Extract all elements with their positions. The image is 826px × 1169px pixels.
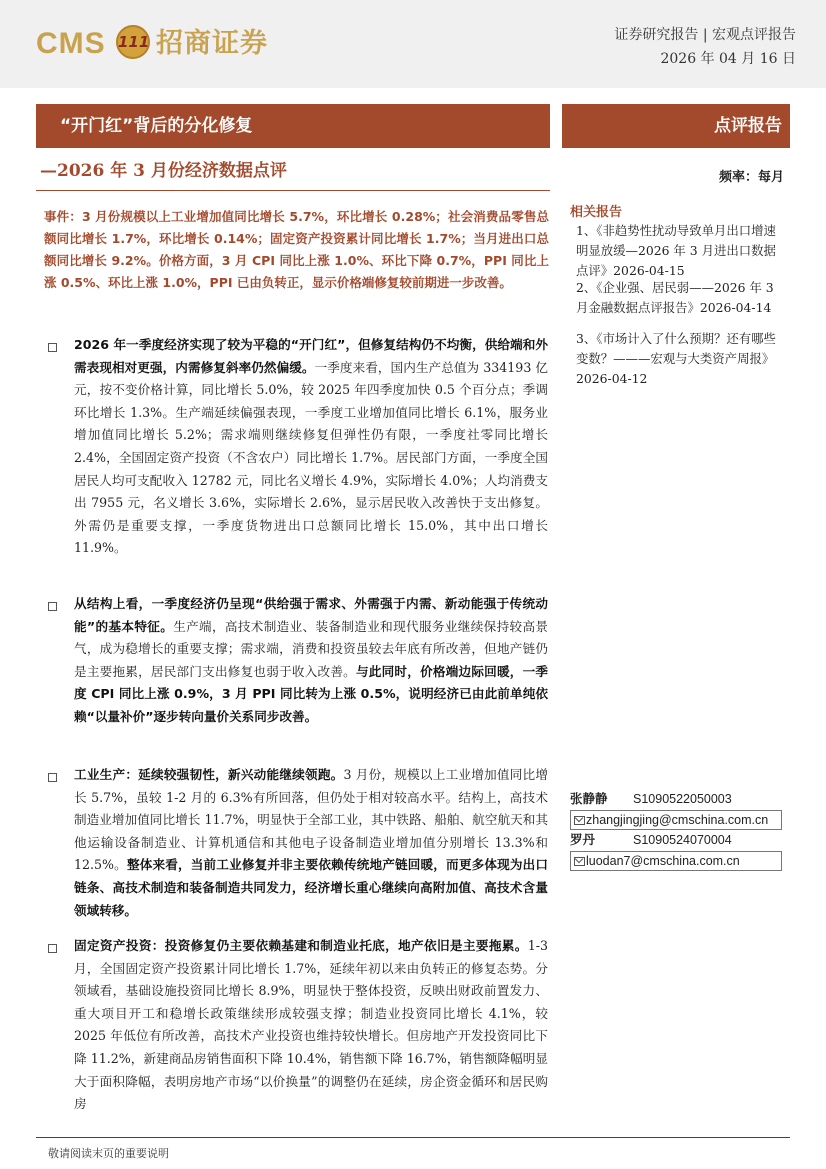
related-report-link[interactable]: 3、《市场计入了什么预期？还有哪些变数？———宏观与大类资产周报》2026-04-12: [576, 331, 776, 386]
bullet-square-icon: [48, 773, 57, 782]
author-name: 罗丹: [570, 832, 596, 847]
frequency-label: 频率：每月: [718, 170, 784, 185]
bullet-paragraph: [74, 334, 548, 560]
related-reports-title: 相关报告: [570, 205, 623, 220]
footer-rule: [36, 1137, 790, 1138]
bullet-paragraph: [74, 935, 548, 1116]
bullet-body: 3 月份，规模以上工业增加值同比增长 5.7%，虽较 1-2 月的 6.3%有所回落，但仍处于相对较高水平。结构上，高技术制造业增加值同比增长 11.7%，明显快于全部工业，其中铁路、船舶、航空航天和其他运输设备制造业、计算机通信和其他电子设备制造业增加值分别增长 13.3%和 12.5%。: [74, 767, 548, 873]
mail-icon: [574, 857, 585, 866]
bullet-tail: 与此同时，价格端边际回暖，一季度 CPI 同比上涨 0.9%，3 月 PPI 同比转为上涨 0.5%，说明经济已由此前单纯依赖“以量补价”逐步转向量价关系同步改善。: [74, 663, 549, 724]
bullet-body: 生产端，高技术制造业、装备制造业和现代服务业继续保持较高景气，成为稳增长的重要支撑；需求端，消费和投资虽较去年底有所改善，但地产链仍是主要拖累，居民部门支出修复也弱于收入改善。: [74, 618, 549, 679]
logo-text: CMS: [36, 27, 106, 60]
bullet-tail: 整体来看，当前工业修复并非主要依赖传统地产链回暖，而更多体现为出口链条、高技术制造和装备制造共同发力，经济增长重心继续向高附加值、高技术含量领域转移。: [74, 857, 549, 918]
bullet-lead: 工业生产：延续较强韧性，新兴动能继续领跑。: [74, 767, 344, 782]
bullet-body: 一季度来看，国内生产总值为 334193 亿元，按不变价格计算，同比增长 5.0%，较 2025 年四季度加快 0.5 个百分点；季调环比增长 1.3%。生产端延续偏强表现，一季度工业增加值同比增长 6.1%，服务业增加值同比增长 5.2%；需求端则继续修复但弹性仍有限，一季度社零同比增长 2.4%，全国固定资产投资（不含农户）同比增长 1.7%。居民部门方面，一季度全国居民人均可支配收入 12782 元，同比名义增长 4.9%，实际增长 4.0%；人均消费支出 7955 元，名义增长 3.6%，实际增长 2.6%，显示居民收入改善快于支出修复。外需仍是重要支撑，一季度货物进出口总额同比增长 15.0%，其中出口增长 11.9%。: [74, 359, 548, 556]
author-cert: S1090524070004: [633, 833, 732, 847]
author-row: [570, 789, 732, 809]
report-tag: 点评报告: [714, 116, 782, 136]
page-subtitle: —2026 年 3 月份经济数据点评: [40, 161, 287, 181]
logo-badge-text: 111: [118, 33, 150, 51]
author-name: 张静静: [570, 791, 608, 806]
related-report-link[interactable]: 1、《非趋势性扰动导致单月出口增速明显放缓—2026 年 3 月进出口数据点评》2026-04-15: [576, 223, 776, 278]
report-date: 2026 年 04 月 16 日: [660, 51, 796, 67]
logo-cn-text: 招商证券: [156, 28, 268, 59]
footer-note: 敬请阅读末页的重要说明: [48, 1147, 169, 1160]
bullet-paragraph: [74, 764, 548, 922]
author-email[interactable]: [570, 810, 782, 830]
bullet-paragraph: [74, 593, 548, 729]
author-cert: S1090522050003: [633, 792, 732, 806]
event-summary: 事件：3 月份规模以上工业增加值同比增长 5.7%，环比增长 0.28%；社会消费品零售总额同比增长 1.7%，环比增长 0.14%；固定资产投资累计同比增长 1.7%；当月进出口总额同比增长 9.2%。价格方面，3 月 CPI 同比上涨 1.0%、环比下降 0.7%，PPI 同比上涨 0.5%、环比上涨 1.0%，PPI 已由负转正，显示价格端修复较前期进一步改善。: [44, 209, 549, 290]
bullet-square-icon: [48, 602, 57, 611]
bullet-square-icon: [48, 944, 57, 953]
logo-badge-icon: [116, 25, 150, 59]
author-email-text[interactable]: luodan7@cmschina.com.cn: [586, 854, 740, 868]
mail-icon: [574, 816, 585, 825]
bullet-lead: 固定资产投资：投资修复仍主要依赖基建和制造业托底，地产依旧是主要拖累。: [74, 938, 528, 953]
author-email[interactable]: [570, 851, 782, 871]
bullet-lead: 2026 年一季度经济实现了较为平稳的“开门红”，但修复结构仍不均衡，供给端和外需表现相对更强，内需修复斜率仍然偏缓。: [74, 337, 548, 375]
bullet-body: 1-3 月，全国固定资产投资累计同比增长 1.7%，延续年初以来由负转正的修复态势。分领域看，基础设施投资同比增长 8.9%，明显快于整体投资，反映出财政前置发力、重大项目开工和稳增长政策继续形成较强支撑；制造业投资同比增长 4.1%，较 2025 年低位有所改善，高技术产业投资也维持较快增长。但房地产开发投资同比下降 11.2%，新建商品房销售面积下降 10.4%，销售额下降 16.7%，销售额降幅明显大于面积降幅，表明房地产市场“以价换量”的调整仍在延续，房企资金循环和居民购房: [74, 938, 548, 1112]
bullet-square-icon: [48, 343, 57, 352]
author-email-text[interactable]: zhangjingjing@cmschina.com.cn: [586, 813, 769, 827]
page-title: “开门红”背后的分化修复: [60, 116, 253, 136]
related-report-link[interactable]: 2、《企业强、居民弱——2026 年 3 月金融数据点评报告》2026-04-14: [576, 280, 774, 315]
author-row: [570, 830, 732, 850]
report-type: 证券研究报告 | 宏观点评报告: [614, 27, 796, 43]
bullet-lead: 从结构上看，一季度经济仍呈现“供给强于需求、外需强于内需、新动能强于传统动能”的基本特征。: [74, 596, 548, 634]
